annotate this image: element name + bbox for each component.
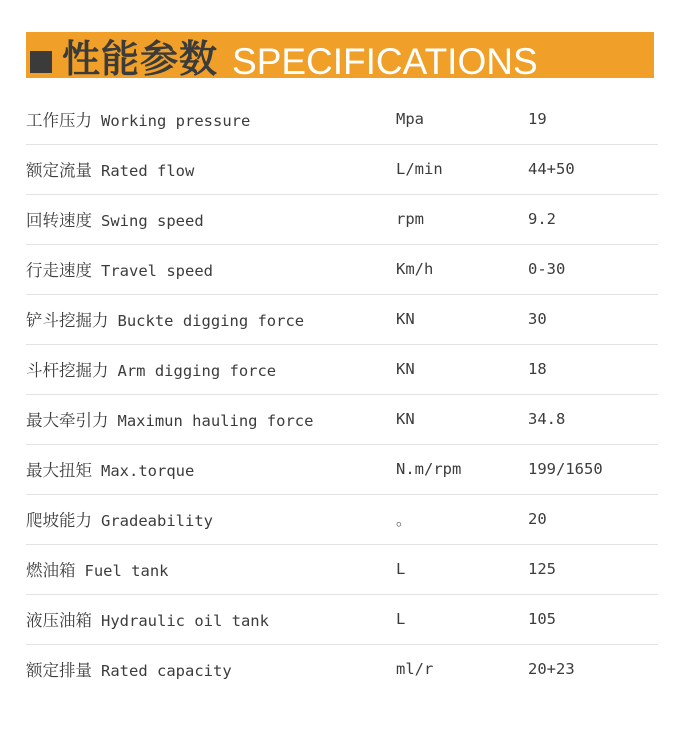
spec-name-cn: 回转速度 [26,211,92,230]
spec-value-cell: 30 [528,294,658,344]
spec-value-cell: 20+23 [528,644,658,694]
spec-name-cell [26,444,396,494]
spec-unit-cell: Km/h [396,244,528,294]
spec-name-en: Travel speed [101,262,213,280]
spec-unit-cell: L [396,594,528,644]
spec-name-cn: 燃油箱 [26,561,76,580]
spec-unit-cell: 。 [396,494,528,544]
spec-name-en: Fuel tank [84,562,169,580]
spec-unit-cell: KN [396,344,528,394]
spec-value-cell: 0-30 [528,244,658,294]
spec-value-cell: 34.8 [528,394,658,444]
table-row [26,144,658,194]
spec-value-cell: 199/1650 [528,444,658,494]
spec-unit-cell: KN [396,294,528,344]
specifications-table [26,94,658,694]
table-row [26,544,658,594]
spec-name-cell [26,394,396,444]
specifications-table-body [26,94,658,694]
page-header [26,18,654,90]
spec-name-cell [26,344,396,394]
spec-name-en: Max.torque [101,462,195,480]
specifications-page [0,18,680,744]
spec-value-cell: 125 [528,544,658,594]
spec-name-cn: 爬坡能力 [26,511,92,530]
spec-name-cell [26,644,396,694]
spec-unit-cell: N.m/rpm [396,444,528,494]
spec-value-cell: 18 [528,344,658,394]
table-row [26,194,658,244]
spec-unit-cell: ml/r [396,644,528,694]
table-row [26,444,658,494]
table-row [26,344,658,394]
spec-name-en: Arm digging force [117,362,277,380]
spec-name-cell [26,544,396,594]
spec-name-cell [26,194,396,244]
table-row [26,594,658,644]
spec-name-en: Rated capacity [101,662,232,681]
spec-name-cell [26,594,396,644]
spec-name-en: Swing speed [101,212,204,230]
spec-name-cn: 斗杆挖掘力 [26,361,109,380]
spec-name-cell [26,94,396,144]
spec-unit-cell: L [396,544,528,594]
spec-name-cell [26,294,396,344]
spec-name-cn: 额定排量 [26,661,92,681]
spec-name-cn: 液压油箱 [26,611,92,630]
spec-name-en: Working pressure [101,111,251,130]
spec-name-cn: 最大扭矩 [26,461,92,480]
filled-square-icon [30,51,52,73]
spec-value-cell: 19 [528,109,547,128]
spec-unit-cell: L/min [396,144,528,194]
spec-name-cn: 工作压力 [26,110,92,130]
spec-name-cn: 行走速度 [26,261,92,280]
spec-name-en: Hydraulic oil tank [101,612,269,630]
header-content [26,18,538,90]
page-title-cn: 性能参数 [62,37,219,81]
spec-name-en: Maximun hauling force [117,412,314,430]
table-row [26,494,658,544]
spec-value-cell: 44+50 [528,144,658,194]
spec-name-en: Buckte digging force [117,312,305,330]
spec-name-cn: 额定流量 [26,161,92,180]
table-row [26,94,658,144]
table-row [26,644,658,694]
spec-name-cell [26,244,396,294]
table-row [26,244,658,294]
spec-unit-cell: KN [396,394,528,444]
spec-unit-cell: rpm [396,194,528,244]
spec-name-en: Rated flow [101,162,195,180]
spec-unit-cell: Mpa [396,109,424,128]
spec-value-cell: 105 [528,594,658,644]
table-row [26,394,658,444]
spec-value-cell: 20 [528,494,658,544]
spec-name-cell [26,494,396,544]
spec-name-en: Gradeability [101,512,213,530]
page-title-en: SPECIFICATIONS [232,40,538,82]
spec-name-cn: 最大牵引力 [26,411,109,430]
table-row [26,294,658,344]
spec-value-cell: 9.2 [528,194,658,244]
spec-name-cn: 铲斗挖掘力 [26,311,109,330]
spec-name-cell [26,144,396,194]
